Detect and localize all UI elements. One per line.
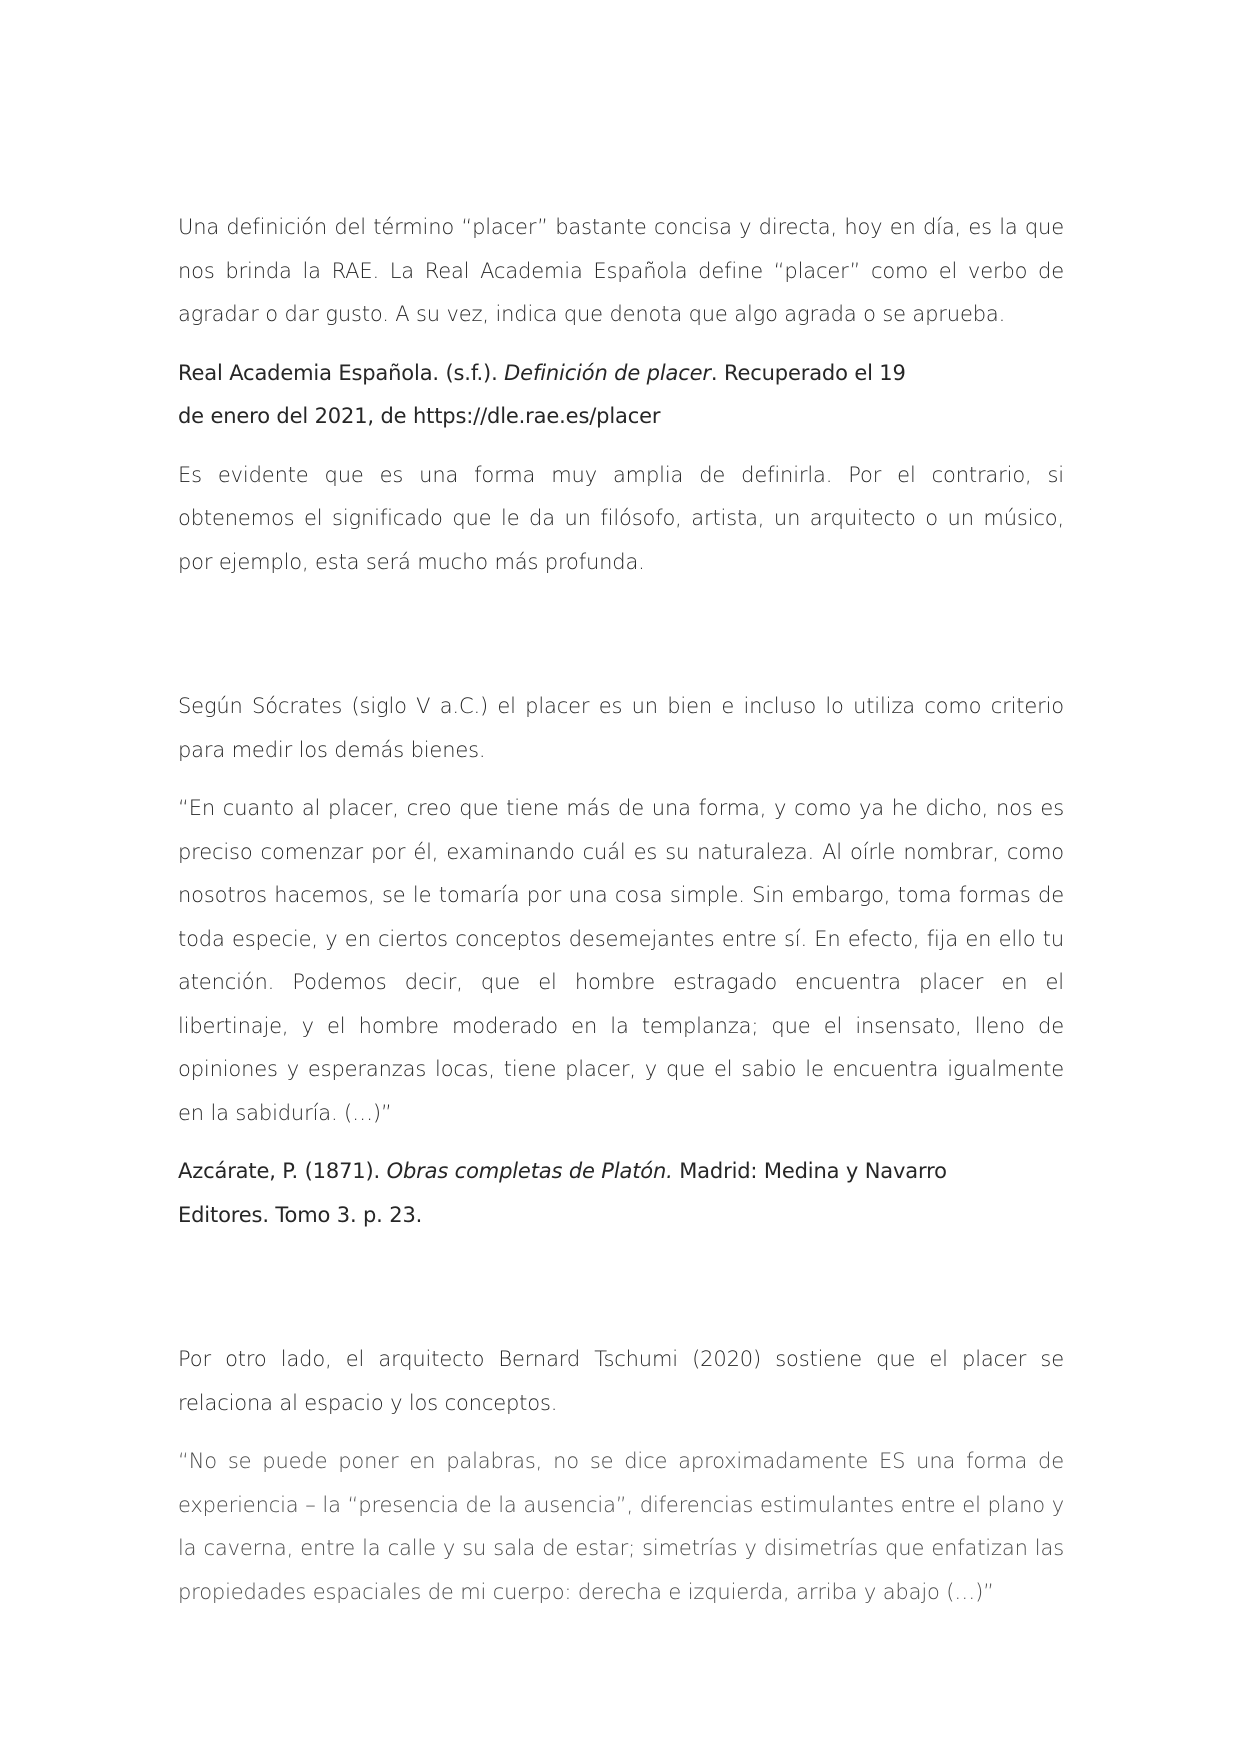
document-page	[178, 206, 1064, 1614]
reference-details: Madrid: Medina y Navarro Editores. Tomo 3. p. 23.	[178, 1159, 947, 1227]
reference-rae	[178, 352, 938, 439]
paragraph-tschumi: Por otro lado, el arquitecto Bernard Tschumi (2020) sostiene que el placer se relaciona al espacio y los conceptos.	[178, 1347, 1064, 1415]
reference-author: Azcárate, P. (1871).	[178, 1159, 387, 1183]
paragraph-rae-definition: Una definición del término “placer” bastante concisa y directa, hoy en día, es la que nos brinda la RAE. La Real Academia Española define “placer” como el verbo de agradar o dar gusto. A su vez, indica que denota que algo agrada o se aprueba.	[178, 215, 1064, 326]
quote-tschumi: “No se puede poner en palabras, no se dice aproximadamente ES una forma de experiencia – la “presencia de la ausencia”, diferencias estimulantes entre el plano y la caverna, entre la calle y su sala de estar; simetrías y disimetrías que enfatizan las propiedades espaciales de mi cuerpo: derecha e izquierda, arriba y abajo (…)”	[178, 1449, 1064, 1604]
paragraph-socrates: Según Sócrates (siglo V a.C.) el placer es un bien e incluso lo utiliza como criterio para medir los demás bienes.	[178, 694, 1064, 762]
paragraph-broad-definition: Es evidente que es una forma muy amplia de definirla. Por el contrario, si obtenemos el significado que le da un filósofo, artista, un arquitecto o un músico, por ejemplo, esta será mucho más profunda.	[178, 462, 1064, 574]
quote-plato: “En cuanto al placer, creo que tiene más de una forma, y como ya he dicho, nos es preciso comenzar por él, examinando cuál es su naturaleza. Al oírle nombrar, como nosotros hacemos, se le tomaría por una cosa simple. Sin embargo, toma formas de toda especie, y en ciertos conceptos desemejantes entre sí. En efecto, fija en ello tu atención. Podemos decir, que el hombre estragado encuentra placer en el libertinaje, y el hombre moderado en la templanza; que el insensato, lleno de opiniones y esperanzas locas, tiene placer, y que el sabio le encuentra igualmente en la sabiduría. (…)”	[178, 796, 1064, 1125]
reference-details: . Recuperado el 19 de enero del 2021, de https://dle.rae.es/placer	[178, 360, 906, 428]
reference-title: Obras completas de Platón.	[386, 1159, 673, 1183]
reference-author: Real Academia Española. (s.f.).	[178, 360, 505, 385]
reference-azcarate	[178, 1150, 958, 1237]
reference-title: Definición de placer	[504, 360, 711, 385]
